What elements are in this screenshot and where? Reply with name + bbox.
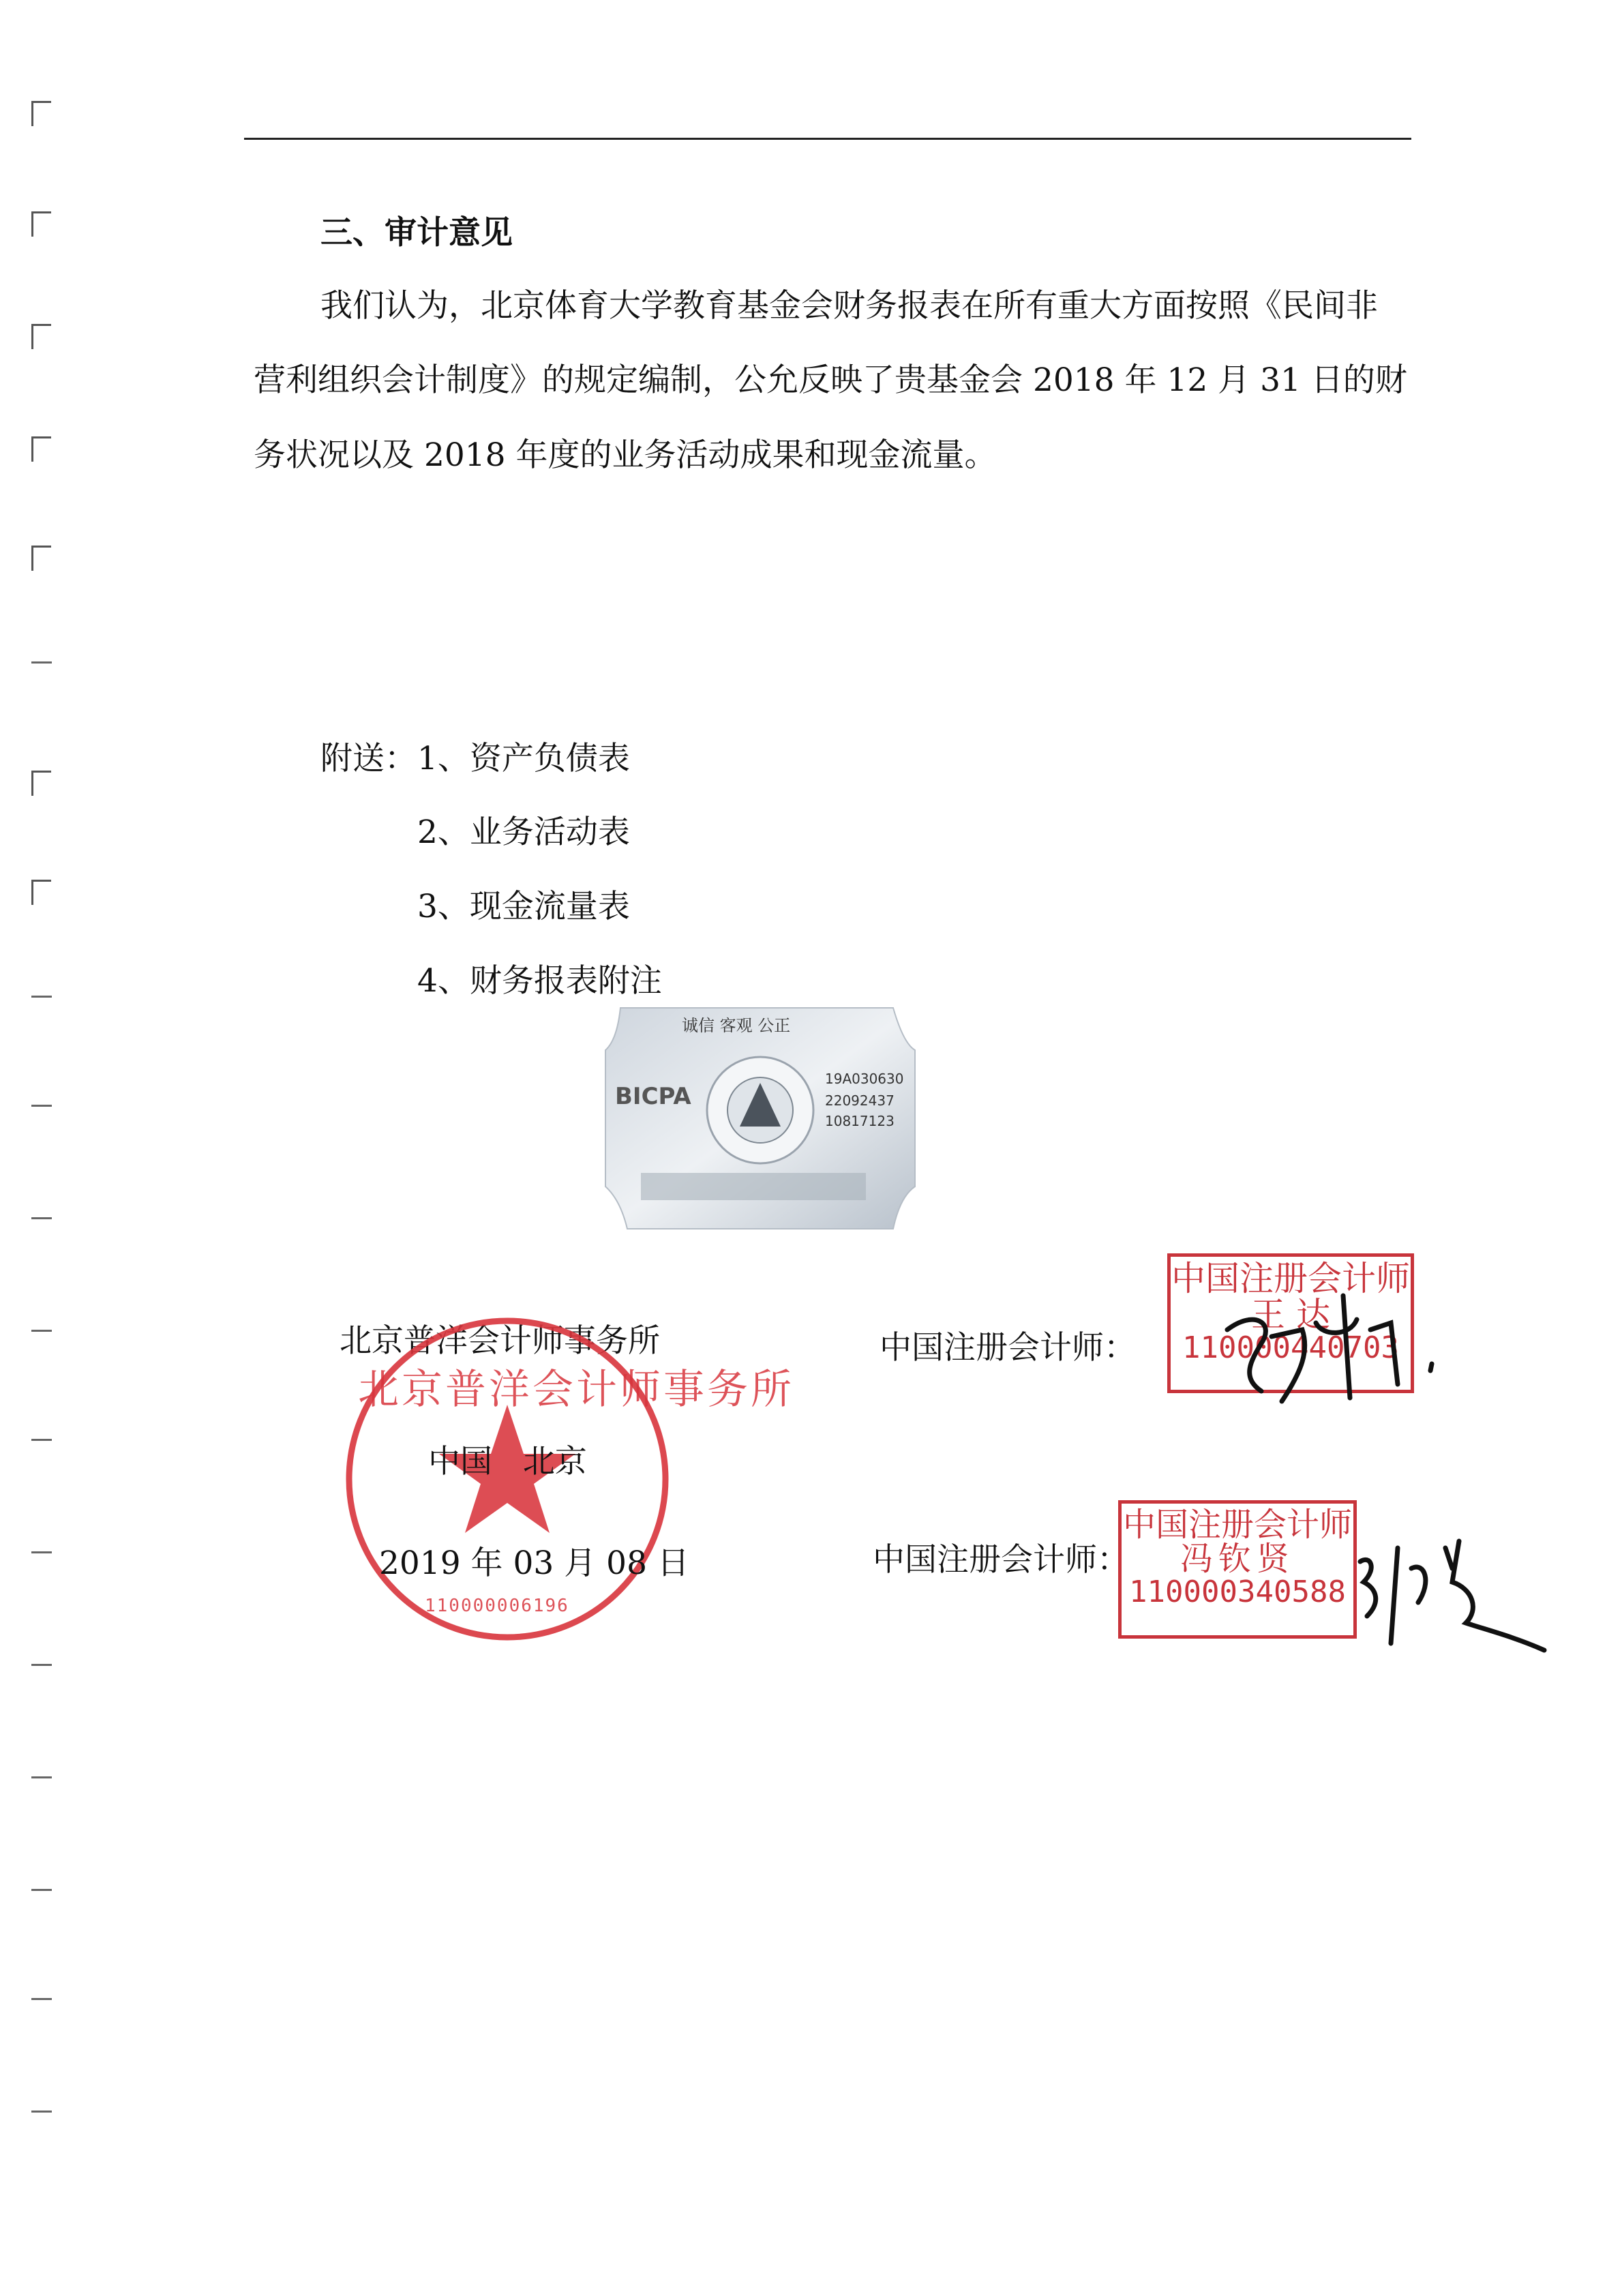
- binding-dash: [31, 1998, 52, 2000]
- opinion-line-1: 我们认为，北京体育大学教育基金会财务报表在所有重大方面按照《民间非: [320, 287, 1378, 325]
- attachment-item: 1、资产负债表: [417, 740, 630, 777]
- bicpa-hologram-label: [600, 1002, 920, 1234]
- cpa1-label: 中国注册会计师：: [880, 1329, 1136, 1367]
- firm-seal-ring-text: 北京普洋会计师事务所: [358, 1366, 794, 1414]
- binding-dash: [31, 1439, 52, 1441]
- firm-location: 中国 北京: [428, 1443, 587, 1480]
- section-heading: 三、审计意见: [320, 214, 513, 252]
- cpa1-stamp-title: 中国注册会计师: [1171, 1259, 1410, 1298]
- firm-date: 2019 年 03 月 08 日: [379, 1545, 689, 1582]
- bicpa-brand: BICPA: [615, 1083, 691, 1110]
- firm-name: 北京普洋会计师事务所: [340, 1322, 660, 1360]
- binding-mark: [31, 211, 51, 237]
- binding-dash: [31, 661, 52, 664]
- bicpa-code: 19A030630: [825, 1071, 904, 1087]
- firm-seal-number: 110000006196: [425, 1596, 569, 1616]
- attachment-item: 3、现金流量表: [417, 888, 630, 925]
- header-rule: [244, 138, 1411, 140]
- bicpa-code: 22092437: [825, 1092, 895, 1109]
- binding-dash: [31, 1330, 52, 1332]
- binding-dash: [31, 1889, 52, 1891]
- opinion-line-2: 营利组织会计制度》的规定编制，公允反映了贵基金会 2018 年 12 月 31 日的财: [254, 361, 1407, 399]
- bicpa-code: 10817123: [825, 1113, 895, 1129]
- binding-mark: [31, 771, 51, 796]
- attachment-item: 4、财务报表附注: [417, 962, 662, 1000]
- binding-mark: [31, 546, 51, 571]
- cpa2-signature: [1350, 1527, 1555, 1660]
- bicpa-motto: 诚信 客观 公正: [682, 1016, 791, 1035]
- binding-mark: [31, 880, 51, 905]
- binding-mark: [31, 436, 51, 462]
- cpa1-signature: [1214, 1282, 1452, 1421]
- binding-dash: [31, 1217, 52, 1219]
- cpa1-stamp-number: 110000440703: [1182, 1330, 1399, 1365]
- attachments-prefix: 附送：: [320, 740, 417, 777]
- cpa2-stamp-title: 中国注册会计师: [1122, 1506, 1352, 1544]
- binding-dash: [31, 1664, 52, 1666]
- cpa2-stamp-number: 110000340588: [1129, 1574, 1346, 1609]
- attachment-item: 2、业务活动表: [417, 814, 630, 851]
- binding-mark: [31, 324, 51, 349]
- binding-dash: [31, 1551, 52, 1553]
- binding-dash: [31, 996, 52, 998]
- cpa2-stamp-name: 冯钦贤: [1180, 1540, 1295, 1579]
- binding-dash: [31, 1776, 52, 1778]
- cpa2-label: 中国注册会计师：: [873, 1541, 1129, 1579]
- binding-dash: [31, 2111, 52, 2113]
- cpa2-stamp: [1118, 1500, 1357, 1639]
- opinion-line-3: 务状况以及 2018 年度的业务活动成果和现金流量。: [254, 436, 997, 474]
- binding-dash: [31, 1105, 52, 1107]
- binding-mark: [31, 101, 51, 126]
- cpa1-stamp-name: 王 达: [1251, 1294, 1330, 1335]
